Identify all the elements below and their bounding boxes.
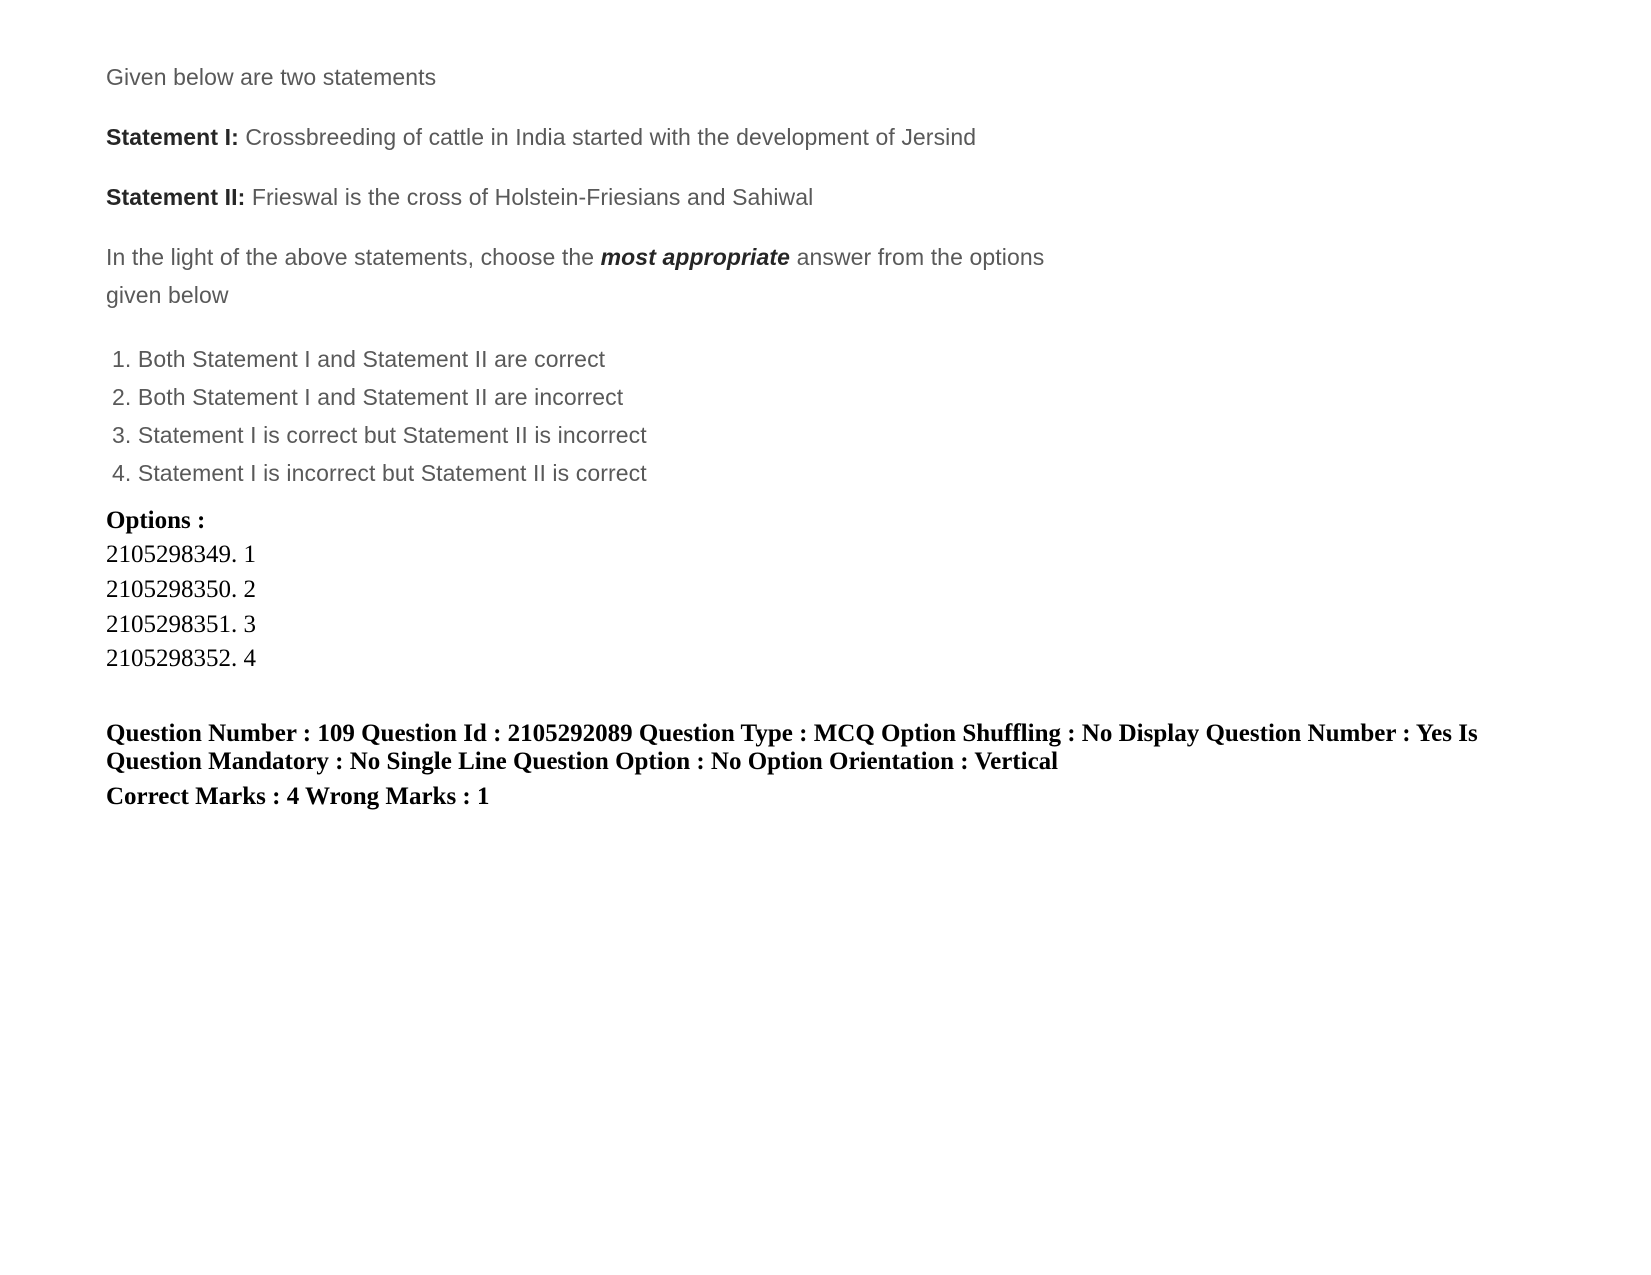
statement-1-label: Statement I: — [106, 124, 239, 150]
choice-1: 1. Both Statement I and Statement II are correct — [112, 346, 606, 372]
instruction-line-2: given below — [106, 282, 229, 308]
option-item-4: 2105298352. 4 — [106, 645, 256, 672]
metadata-line-1: Question Number : 109 Question Id : 2105292089 Question Type : MCQ Option Shuffling : No Display Question Number : Yes Is — [106, 720, 1478, 747]
statement-1 — [106, 124, 976, 151]
options-heading: Options : — [106, 507, 206, 534]
option-item-1: 2105298349. 1 — [106, 541, 256, 568]
instruction-emphasis: most appropriate — [600, 244, 791, 270]
question-intro: Given below are two statements — [106, 64, 437, 90]
choice-4: 4. Statement I is incorrect but Statement II is correct — [112, 460, 647, 486]
instruction-before: In the light of the above statements, choose the — [106, 244, 601, 270]
option-item-2: 2105298350. 2 — [106, 576, 256, 603]
option-item-3: 2105298351. 3 — [106, 611, 256, 638]
marks-line: Correct Marks : 4 Wrong Marks : 1 — [106, 783, 490, 810]
statement-2 — [106, 184, 813, 211]
statement-2-text: Frieswal is the cross of Holstein-Friesians and Sahiwal — [245, 184, 814, 210]
instruction-line-1 — [106, 244, 1044, 271]
statement-2-label: Statement II: — [106, 184, 246, 210]
choice-3: 3. Statement I is correct but Statement II is incorrect — [112, 422, 647, 448]
question-metadata — [106, 720, 1566, 811]
metadata-line-2: Question Mandatory : No Single Line Question Option : No Option Orientation : Vertical — [106, 748, 1059, 775]
statement-1-text: Crossbreeding of cattle in India started with the development of Jersind — [238, 124, 977, 150]
instruction-after: answer from the options — [790, 244, 1045, 270]
choice-2: 2. Both Statement I and Statement II are incorrect — [112, 384, 624, 410]
